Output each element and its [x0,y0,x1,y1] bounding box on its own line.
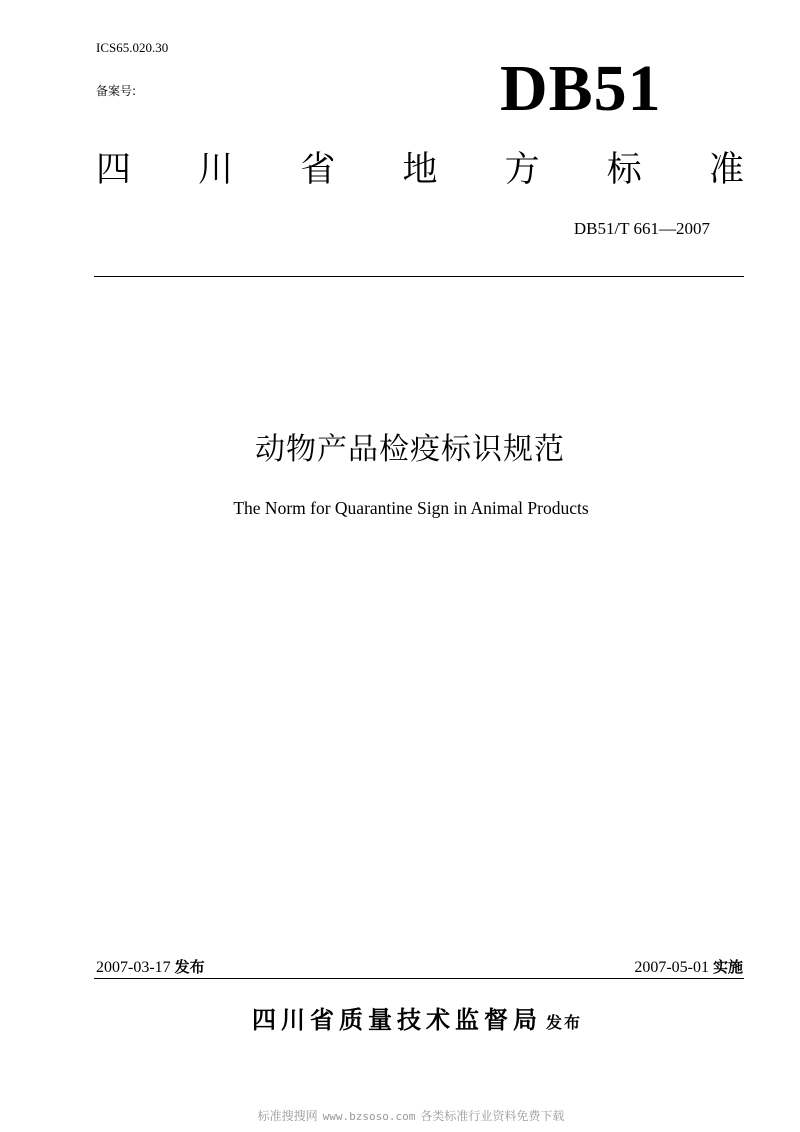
authority-char: 地 [402,150,438,190]
issue-date-line [96,956,205,977]
issue-label: 发布 [174,958,205,976]
implementation-label: 实施 [712,958,743,976]
record-number-label: 备案号: [96,84,137,98]
footer-watermark [0,1107,800,1124]
issue-date: 2007-03-17 [96,959,171,976]
authority-char: 方 [504,150,540,190]
issuing-authority-title [96,146,744,194]
document-title-chinese: 动物产品检疫标识规范 [255,432,565,467]
publisher-line [0,1000,800,1035]
footer-site-name: 标准搜搜网 [257,1109,318,1123]
publisher-suffix: 发布 [545,1013,582,1032]
standard-number: DB51/T 661—2007 [573,219,710,238]
authority-char: 川 [198,150,234,190]
publisher-organization: 四川省质量技术监督局 [251,1006,542,1034]
document-title-english: The Norm for Quarantine Sign in Animal Products [233,498,589,518]
bottom-divider [94,978,744,979]
standard-code-logo: DB51 [500,52,662,125]
authority-char: 标 [606,150,642,190]
footer-url[interactable]: www.bzsoso.com [322,1110,416,1123]
authority-char: 准 [708,150,744,190]
authority-char: 省 [300,150,336,190]
top-divider [94,276,744,277]
ics-code: ICS65.020.30 [96,40,169,55]
implementation-date: 2007-05-01 [634,959,709,976]
authority-char: 四 [96,150,132,190]
footer-tagline: 各类标准行业资料免费下载 [420,1109,565,1123]
implementation-date-line [634,956,743,977]
